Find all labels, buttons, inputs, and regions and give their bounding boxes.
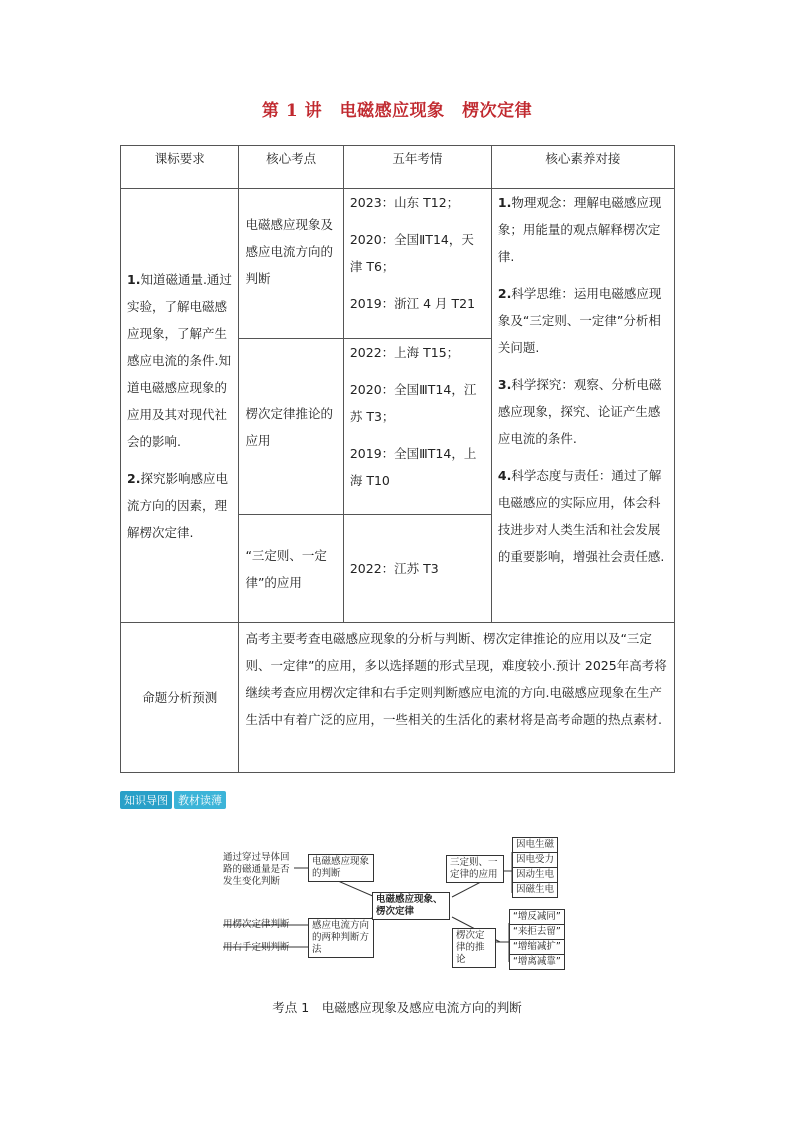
right-top-item-3: 因动生电 [512,867,558,883]
right-top-item-1: 因电生磁 [512,837,558,853]
page-title: 第 1 讲 电磁感应现象 楞次定律 [261,101,533,121]
section-caption: 考点 1 电磁感应现象及感应电流方向的判断 [272,1000,522,1015]
right-bottom-item-2: “来拒去留” [509,924,565,940]
forecast-label: 命题分析预测 [121,623,239,773]
requirements-cell: 1.知道磁通量.通过实验，了解电磁感应现象，了解产生感应电流的条件.知道电磁感应现象的应用及其对现代社会的影响. 2.探究影响感应电流方向的因素，理解楞次定律. [121,189,239,623]
right-bottom-item-4: “增离减靠” [509,954,565,970]
exam-cell: 2023：山东 T12； 2020：全国ⅡT14，天津 T6； 2019：浙江 4 月 T21 [343,189,491,339]
table-header-row [121,146,675,189]
left-bottom-box: 感应电流方向的两种判断方法 [308,918,374,958]
header-topics: 核心考点 [239,146,343,189]
right-top-box: 三定则、一定律的应用 [446,855,504,883]
right-bottom-box: 楞次定律的推论 [452,928,496,968]
topic-cell: 电磁感应现象及感应电流方向的判断 [239,189,343,339]
topic-cell: “三定则、一定律”的应用 [239,515,343,623]
left-bottom-note-2: 用右手定则判断 [223,942,290,953]
right-top-item-2: 因电受力 [512,852,558,868]
header-exams: 五年考情 [343,146,491,189]
table-row [121,189,675,339]
section-banner [120,791,226,809]
right-bottom-item-1: “增反减同” [509,909,565,925]
right-bottom-item-3: “增缩减扩” [509,939,565,955]
center-box: 电磁感应现象、楞次定律 [372,892,450,920]
header-requirements: 课标要求 [121,146,239,189]
forecast-row [121,623,675,773]
banner-textbook: 教材读薄 [174,791,226,809]
topic-cell: 楞次定律推论的应用 [239,339,343,515]
exam-cell: 2022：上海 T15； 2020：全国ⅢT14，江苏 T3； 2019：全国ⅢT14，上海 T10 [343,339,491,515]
mind-map [220,839,580,972]
curriculum-table [120,145,675,773]
left-bottom-note-1: 用楞次定律判断 [223,919,290,930]
right-top-item-4: 因磁生电 [512,882,558,898]
exam-cell: 2022：江苏 T3 [343,515,491,623]
left-top-box: 电磁感应现象的判断 [308,854,374,882]
literacy-cell: 1.物理观念：理解电磁感应现象；用能量的观点解释楞次定律. 2.科学思维：运用电磁感应现象及“三定则、一定律”分析相关问题. 3.科学探究：观察、分析电磁感应现象，探究、论证产生感应电流的条件. 4.科学态度与责任：通过了解电磁感应的实际应用，体会科技进步对人类生活和社会发展的重要影响，增强社会责任感. [491,189,674,623]
header-literacy: 核心素养对接 [491,146,674,189]
left-top-note: 通过穿过导体回路的磁通量是否发生变化判断 [223,852,290,887]
forecast-text: 高考主要考查电磁感应现象的分析与判断、楞次定律推论的应用以及“三定则、一定律”的应用，多以选择题的形式呈现，难度较小.预计 2025年高考将继续考查应用楞次定律和右手定则判断感应电流的方向.电磁感应现象在生产生活中有着广泛的应用，一些相关的生活化的素材将是高考命题的热点素材. [239,623,675,773]
banner-knowledge-map: 知识导图 [120,791,172,809]
